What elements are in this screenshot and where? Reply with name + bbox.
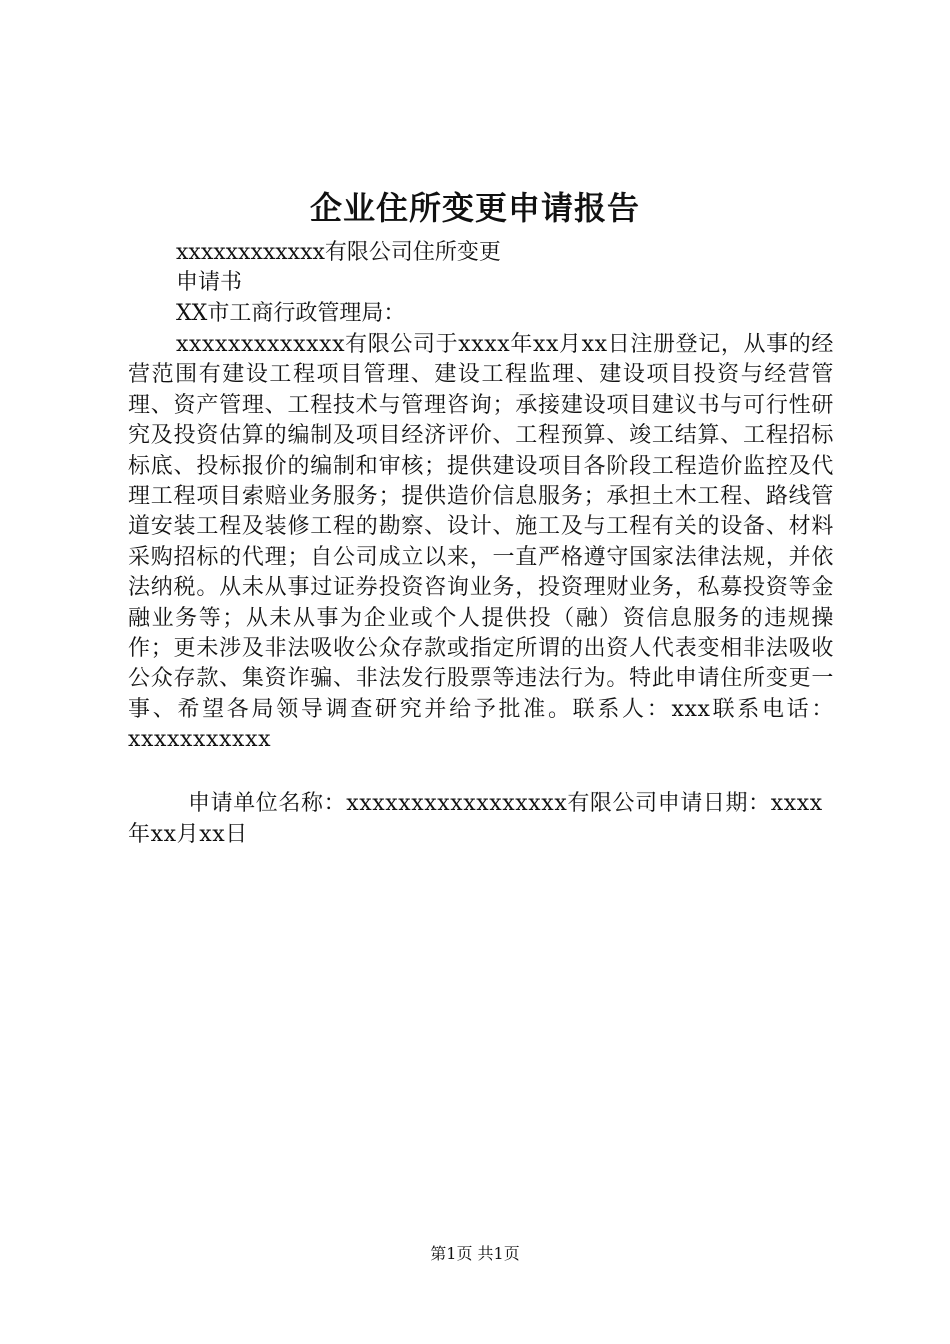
body-paragraph: xxxxxxxxxxxxx有限公司于xxxx年xx月xx日注册登记，从事的经营范围有建设工程项目管理、建设工程监理、建设项目投资与经营管理、资产管理、工程技术与管理咨询；承接建设项目建议书与可行性研究及投资估算的编制及项目经济评价、工程预算、竣工结算、工程招标标底、投标报价的编制和审核；提供建设项目各阶段工程造价监控及代理工程项目索赔业务服务；提供造价信息服务；承担土木工程、路线管道安装工程及装修工程的勘察、设计、施工及与工程有关的设备、材料采购招标的代理；自公司成立以来，一直严格遵守国家法律法规，并依法纳税。从未从事过证券投资咨询业务，投资理财业务，私募投资等金融业务等；从未从事为企业或个人提供投（融）资信息服务的违规操作；更未涉及非法吸收公众存款或指定所谓的出资人代表变相非法吸收公众存款、集资诈骗、非法发行股票等违法行为。特此申请住所变更一事、希望各局领导调查研究并给予批准。联系人：xxx联系电话：xxxxxxxxxxx xyxy=(128,332,834,753)
subtitle-line-2: 申请书 xyxy=(176,270,243,295)
page-footer: 第1页 共1页 xyxy=(430,1244,520,1263)
document-title: 企业住所变更申请报告 xyxy=(309,189,640,227)
signature-paragraph: 申请单位名称：xxxxxxxxxxxxxxxxx有限公司申请日期：xxxx年xx月xx日 xyxy=(128,791,823,847)
addressee: XX市工商行政管理局： xyxy=(176,301,406,326)
subtitle-line-1: xxxxxxxxxxxx有限公司住所变更 xyxy=(176,240,501,265)
